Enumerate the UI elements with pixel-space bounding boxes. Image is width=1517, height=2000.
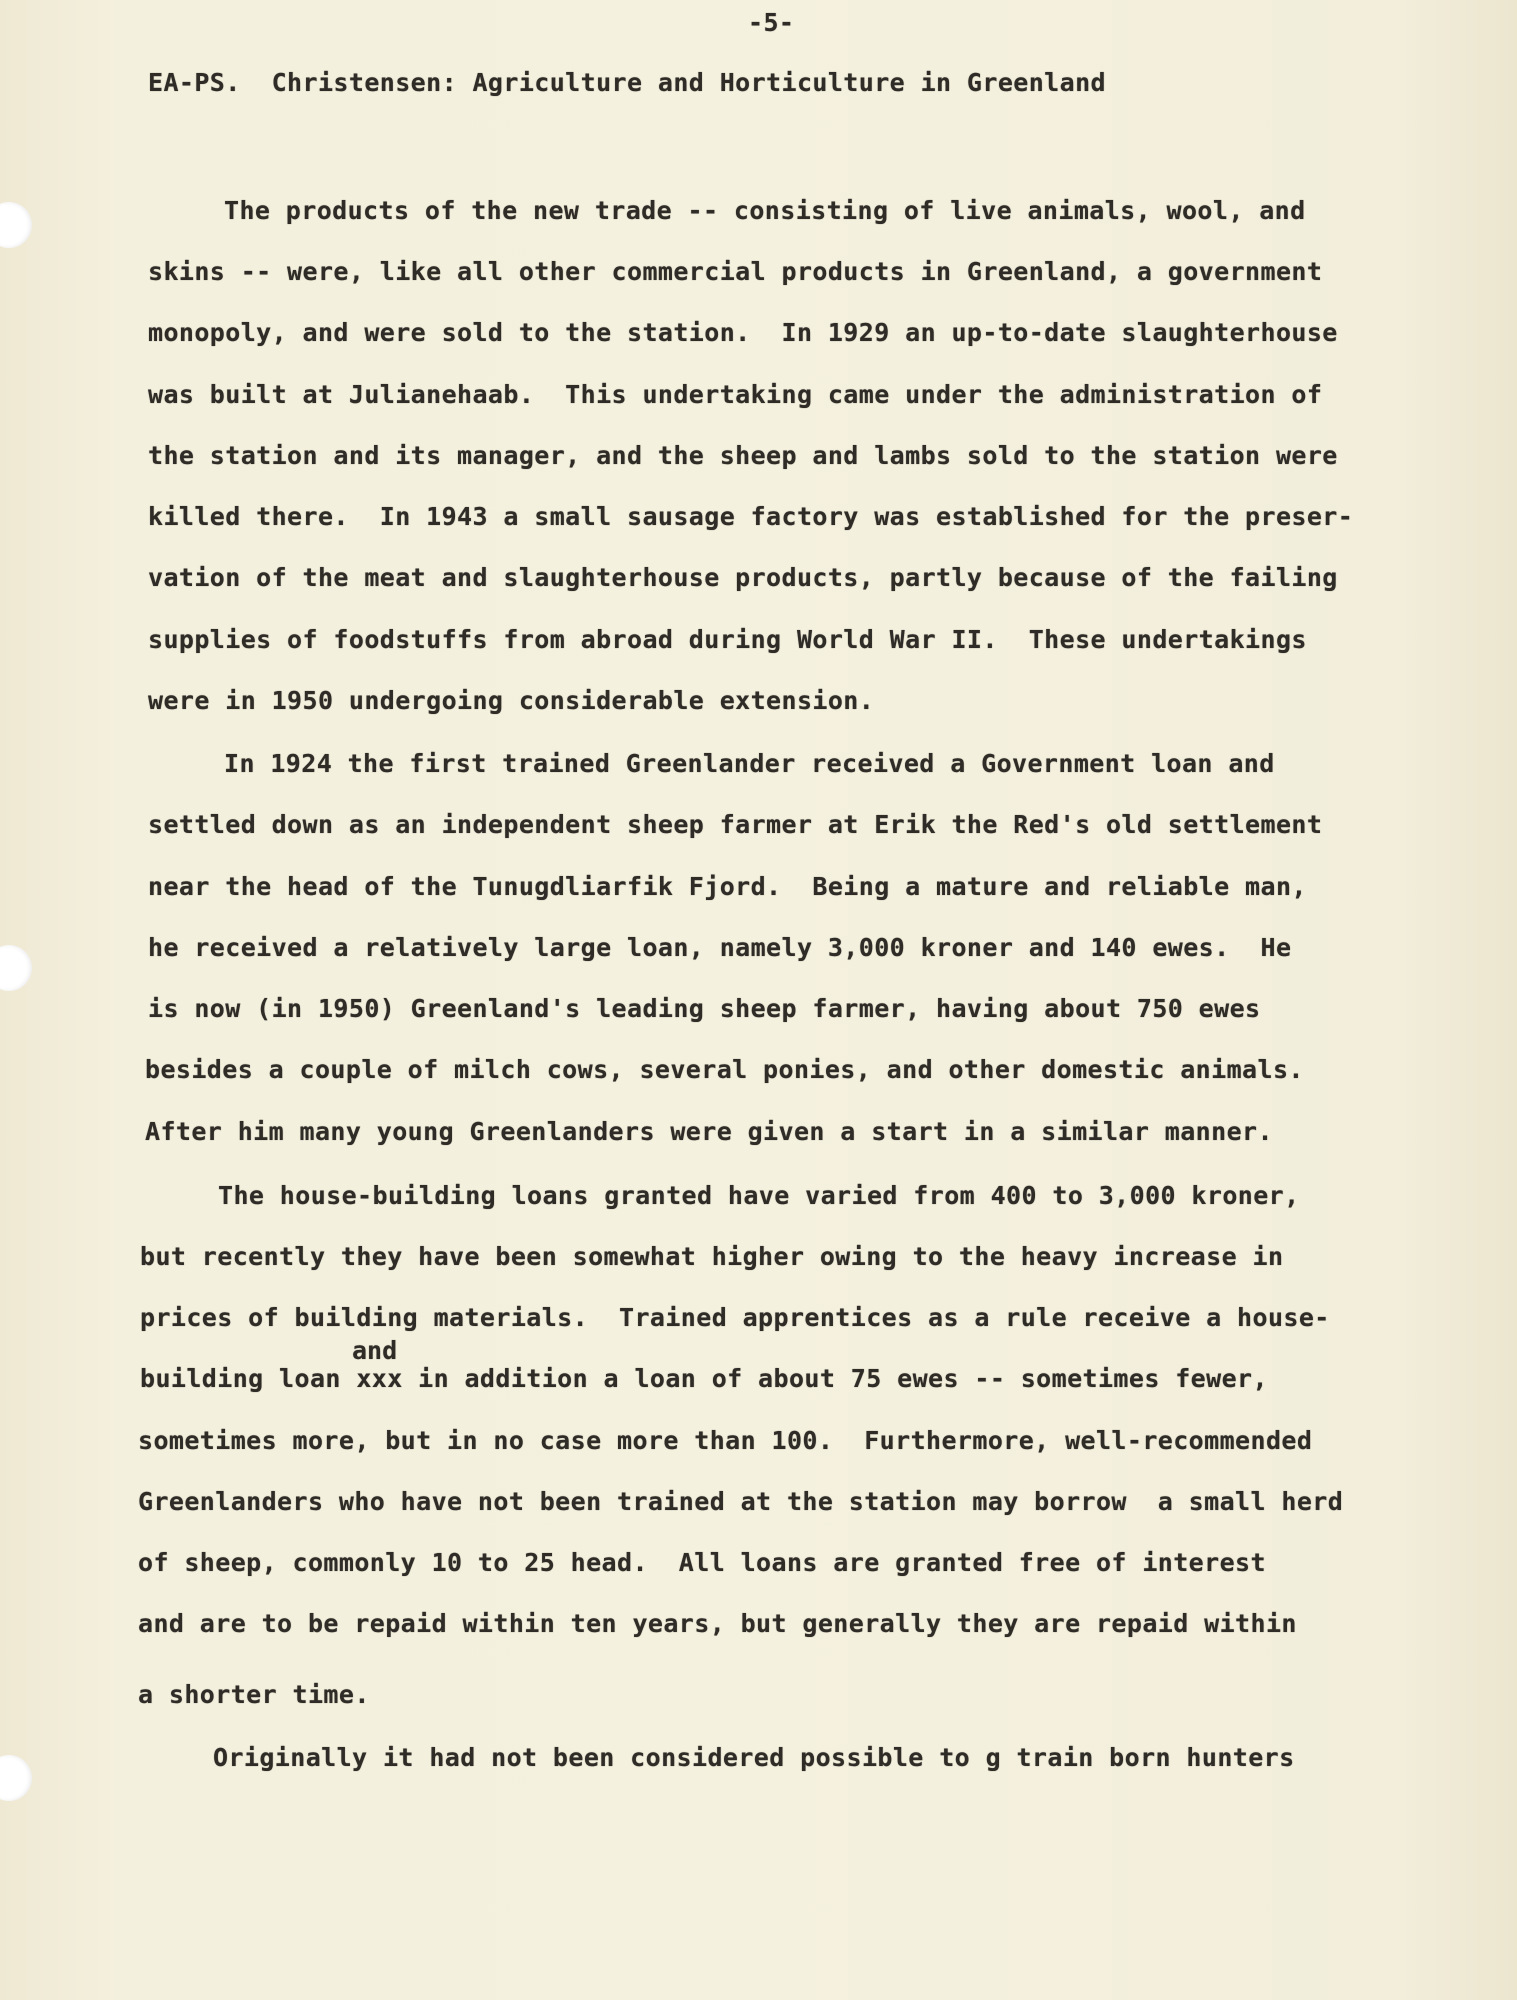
text-line: and are to be repaid within ten years, but generally they are repaid within — [138, 1609, 1297, 1638]
punch-hole-top — [0, 202, 32, 248]
text-line: monopoly, and were sold to the station. In 1929 an up-to-date slaughterhouse — [148, 318, 1338, 347]
text-line: Greenlanders who have not been trained at the station may borrow a small herd — [138, 1487, 1344, 1516]
text-line: supplies of foodstuffs from abroad during World War II. These undertakings — [148, 625, 1307, 654]
text-line: were in 1950 undergoing considerable extension. — [148, 686, 875, 715]
text-line: he received a relatively large loan, namely 3,000 kroner and 140 ewes. He — [148, 933, 1292, 962]
text-line: settled down as an independent sheep farmer at Erik the Red's old settlement — [148, 810, 1323, 839]
handwritten-insertion: and — [352, 1336, 398, 1365]
text-line: In 1924 the first trained Greenlander received a Government loan and — [224, 749, 1275, 778]
text-line: building loan xxx in addition a loan of about 75 ewes -- sometimes fewer, — [140, 1364, 1268, 1393]
text-line: The products of the new trade -- consisting of live animals, wool, and — [224, 196, 1306, 225]
text-line: sometimes more, but in no case more than 100. Furthermore, well-recommended — [138, 1426, 1313, 1455]
text-line: The house-building loans granted have varied from 400 to 3,000 kroner, — [218, 1181, 1300, 1210]
text-line: vation of the meat and slaughterhouse products, partly because of the failing — [148, 563, 1338, 592]
text-line: besides a couple of milch cows, several ponies, and other domestic animals. — [145, 1055, 1304, 1084]
text-line: Originally it had not been considered possible to g train born hunters — [213, 1743, 1295, 1772]
text-line: is now (in 1950) Greenland's leading sheep farmer, having about 750 ewes — [148, 994, 1261, 1023]
text-line: was built at Julianehaab. This undertaking came under the administration of — [148, 380, 1323, 409]
punch-hole-middle — [0, 945, 32, 991]
text-line: killed there. In 1943 a small sausage factory was established for the preser- — [148, 502, 1354, 531]
page-number: -5- — [748, 8, 795, 37]
text-line: a shorter time. — [138, 1680, 370, 1709]
text-line: prices of building materials. Trained apprentices as a rule receive a house- — [140, 1303, 1330, 1332]
text-line: the station and its manager, and the sheep and lambs sold to the station were — [148, 441, 1338, 470]
text-line: but recently they have been somewhat higher owing to the heavy increase in — [140, 1242, 1284, 1271]
text-line: After him many young Greenlanders were given a start in a similar manner. — [145, 1117, 1273, 1146]
text-line: near the head of the Tunugdliarfik Fjord. Being a mature and reliable man, — [148, 872, 1307, 901]
text-line: skins -- were, like all other commercial products in Greenland, a government — [148, 257, 1323, 286]
text-line: of sheep, commonly 10 to 25 head. All loans are granted free of interest — [138, 1548, 1266, 1577]
punch-hole-bottom — [0, 1755, 32, 1801]
running-header: EA-PS. Christensen: Agriculture and Horticulture in Greenland — [148, 68, 1106, 97]
